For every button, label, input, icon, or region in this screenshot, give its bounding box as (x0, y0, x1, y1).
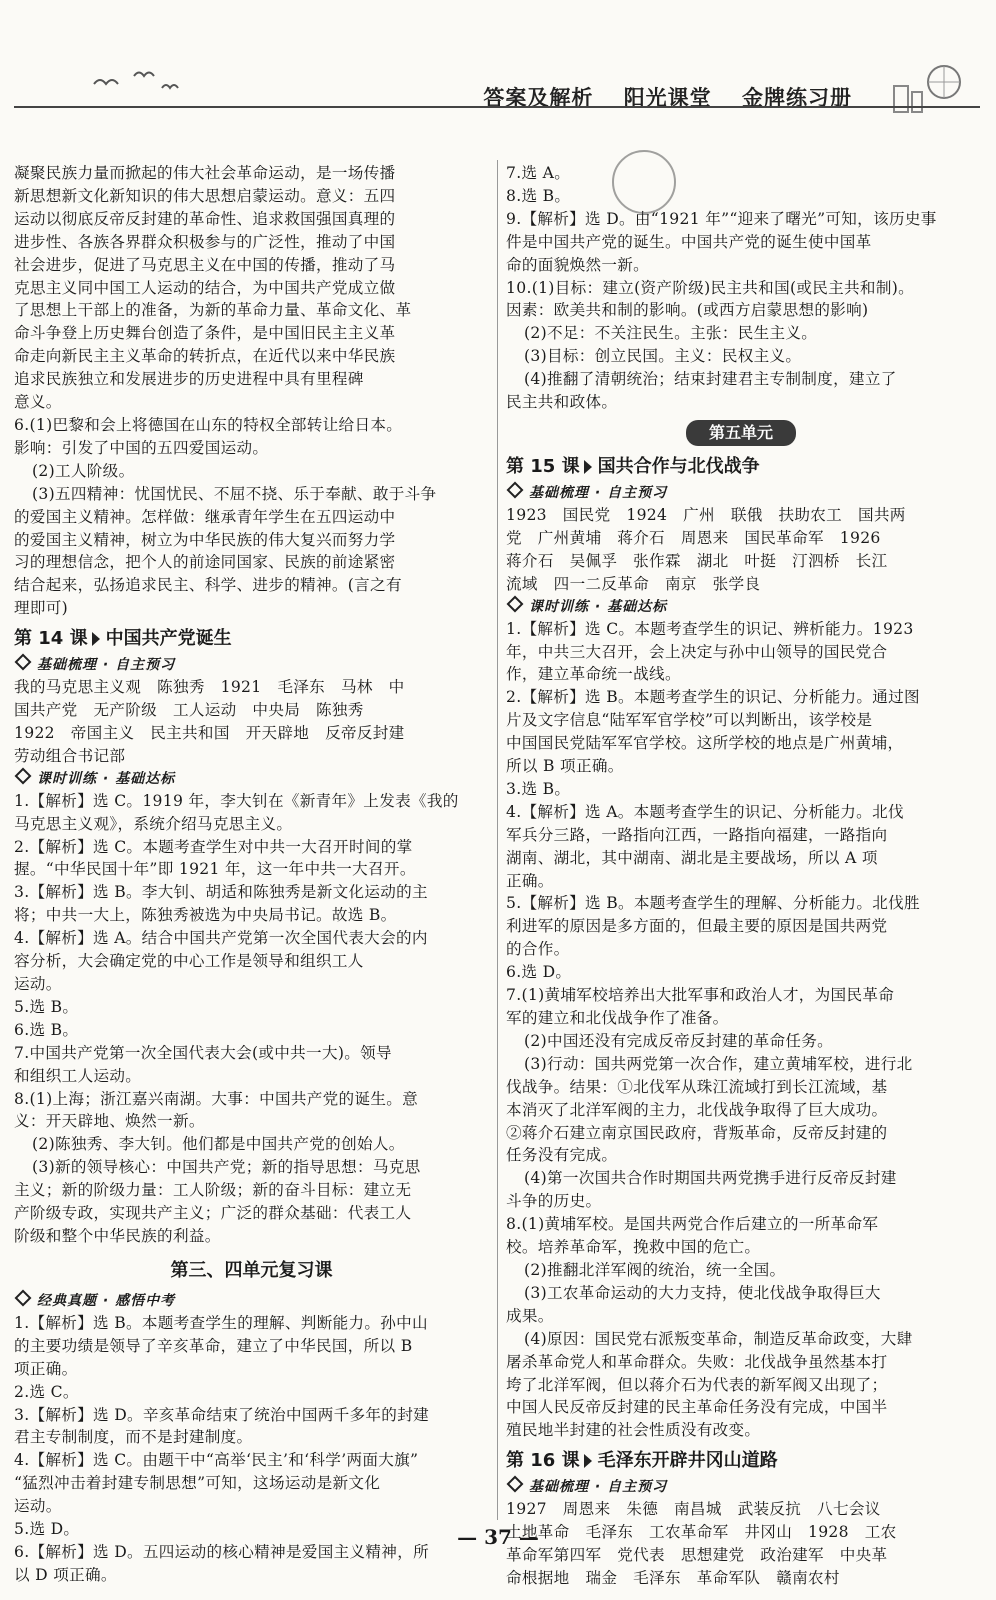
page-header (14, 62, 980, 112)
text-line: 1923 国民党 1924 广州 联俄 扶助农工 国共两 (506, 505, 906, 524)
text-line: 1927 周恩来 朱德 南昌城 武装反抗 八七会议 (506, 1500, 881, 1519)
text-line: (3)新的领导核心：中国共产党；新的指导思想：马克思 (32, 1158, 421, 1177)
diamond-icon (15, 1289, 32, 1306)
text-line: 8.选 B。 (506, 186, 571, 205)
text-line: 社会进步，促进了马克思主义在中国的传播，推动了马 (14, 255, 396, 274)
section-tag-label: 基础梳理 · 自主预习 (37, 657, 176, 674)
text-line: 件是中国共产党的诞生。中国共产党的诞生使中国革 (506, 232, 872, 251)
text-line: 8.(1)黄埔军校。是国共两党合作后建立的一所革命军 (506, 1215, 879, 1234)
text-line: 中国人民反帝反封建的民主革命任务没有完成，中国半 (506, 1398, 888, 1417)
text-line: 成果。 (506, 1306, 554, 1325)
text-line: 作，建立革命统一战线。 (506, 665, 681, 684)
section-tag-basic (506, 482, 976, 504)
text-line: 6.(1)巴黎和会上将德国在山东的特权全部转让给日本。 (14, 415, 403, 434)
text-line: 7.(1)黄埔军校培养出大批军事和政治人才，为国民革命 (506, 986, 895, 1005)
text-line: 产阶级专政，实现共产主义；广泛的群众基础：代表工人 (14, 1204, 412, 1223)
text-line: 党 广州黄埔 蒋介石 周恩来 国民革命军 1926 (506, 528, 881, 547)
section-tag-exam (14, 1290, 489, 1312)
text-line: 国共产党 无产阶级 工人运动 中央局 陈独秀 (14, 701, 364, 720)
text-line: 理即可) (14, 599, 69, 618)
lesson-name: 毛泽东开辟井冈山道路 (597, 1450, 778, 1472)
text-line: 本消灭了北洋军阀的主力，北伐战争取得了巨大成功。 (506, 1100, 888, 1119)
text-line: (3)行动：国共两党第一次合作，建立黄埔军校，进行北 (524, 1054, 913, 1073)
text-line: 的爱国主义精神。怎样做：继承青年学生在五四运动中 (14, 507, 396, 526)
text-line: 中国国民党陆军军官学校。这所学校的地点是广州黄埔， (506, 734, 904, 753)
answer-block-a (506, 162, 976, 414)
text-line: 蒋介石 吴佩孚 张作霖 湖北 叶挺 汀泗桥 长江 (506, 551, 888, 570)
section-tag-label: 基础梳理 · 自主预习 (529, 484, 668, 501)
text-line: (2)推翻北洋军阀的统治，统一全国。 (524, 1260, 786, 1279)
text-line: 命斗争登上历史舞台创造了条件，是中国旧民主主义革 (14, 324, 396, 343)
text-line: 1922 帝国主义 民主共和国 开天辟地 反帝反封建 (14, 723, 405, 742)
text-line: 1.【解析】选 C。1919 年，李大钊在《新青年》上发表《我的 (14, 791, 459, 810)
text-line: “猛烈冲击着封建专制思想”可知，这场运动是新文化 (14, 1474, 381, 1493)
text-line: 6.【解析】选 D。五四运动的核心精神是爱国主义精神，所 (14, 1542, 429, 1561)
text-line: 7.中国共产党第一次全国代表大会(或中共一大)。领导 (14, 1043, 392, 1062)
header-part-answers: 答案及解析 (483, 86, 594, 110)
answer-block-c (506, 618, 976, 1443)
text-line: 阶级和整个中华民族的利益。 (14, 1226, 221, 1245)
text-line: 命根据地 瑞金 毛泽东 革命军队 赣南农村 (506, 1568, 840, 1587)
answer-block-a (14, 162, 489, 620)
text-line: 进步性、各族各界群众积极参与的广泛性，推动了中国 (14, 232, 396, 251)
text-line: 命走向新民主主义革命的转折点，在近代以来中华民族 (14, 347, 396, 366)
text-line: 所以 B 项正确。 (506, 757, 624, 776)
text-line: 军的建立和北伐战争作了准备。 (506, 1009, 729, 1027)
text-line: 6.选 D。 (506, 963, 572, 982)
arrow-icon (92, 632, 100, 646)
text-line: 克思主义同中国工人运动的结合，为中国共产党成立做 (14, 278, 396, 297)
section-tag-label: 经典真题 · 感悟中考 (37, 1292, 176, 1309)
text-line: 习的理想信念，把个人的前途同国家、民族的前途紧密 (14, 553, 396, 572)
text-line: 流域 四一二反革命 南京 张学良 (506, 574, 761, 593)
lesson-number: 第 16 课 (506, 1450, 580, 1472)
text-line: 4.【解析】选 A。本题考查学生的识记、分析能力。北伐 (506, 802, 904, 821)
text-line: 2.【解析】选 B。本题考查学生的识记、分析能力。通过图 (506, 688, 920, 707)
text-line: 义：开天辟地、焕然一新。 (14, 1112, 205, 1131)
text-line: 10.(1)目标：建立(资产阶级)民主共和国(或民主共和制)。 (506, 278, 914, 297)
text-line: 因素：欧美共和制的影响。(或西方启蒙思想的影响) (506, 301, 869, 320)
lesson-16-heading (506, 1446, 976, 1476)
text-line: 的爱国主义精神，树立为中华民族的伟大复兴而努力学 (14, 530, 396, 549)
text-line: (2)中国还没有完成反帝反封建的革命任务。 (524, 1031, 834, 1050)
text-line: (3)工农革命运动的大力支持，使北伐战争取得巨大 (524, 1283, 881, 1302)
header-rule (14, 106, 980, 108)
text-line: 正确。 (506, 871, 554, 890)
birds-decoration-icon (74, 62, 194, 102)
text-line: 君主专制制度，而不是封建制度。 (14, 1428, 253, 1447)
text-line: 新思想新文化新知识的伟大思想启蒙运动。意义：五四 (14, 186, 396, 205)
arrow-icon (584, 460, 592, 474)
text-line: 1.【解析】选 B。本题考查学生的理解、判断能力。孙中山 (14, 1313, 428, 1332)
text-line: 容分析，大会确定党的中心工作是领导和组织工人 (14, 952, 364, 971)
text-line: 土地革命 毛泽东 工农革命军 井冈山 1928 工农 (506, 1523, 897, 1542)
diamond-icon (507, 595, 524, 612)
text-line: 5.选 B。 (14, 997, 79, 1016)
text-line: 伐战争。结果：①北伐军从珠江流域打到长江流域，基 (506, 1077, 888, 1096)
text-line: 屠杀革命党人和革命群众。失败：北伐战争虽然基本打 (506, 1352, 888, 1371)
text-line: 将；中共一大上，陈独秀被选为中央局书记。故选 B。 (14, 906, 397, 925)
text-line: (3)五四精神：忧国忧民、不屈不挠、乐于奉献、敢于斗争 (32, 484, 437, 503)
text-line: 7.选 A。 (506, 164, 571, 182)
section-tag-train (506, 596, 976, 618)
text-line: 影响：引发了中国的五四爱国运动。 (14, 438, 269, 457)
text-line: 追求民族独立和发展进步的历史进程中具有里程碑 (14, 370, 364, 389)
text-line: 6.选 B。 (14, 1020, 79, 1039)
text-line: 革命军第四军 党代表 思想建党 政治建军 中央革 (506, 1546, 888, 1565)
lesson-15-heading (506, 452, 976, 482)
text-line: 4.【解析】选 A。结合中国共产党第一次全国代表大会的内 (14, 929, 428, 948)
text-line: 湖南、湖北，其中湖南、湖北是主要战场，所以 A 项 (506, 848, 878, 867)
diamond-icon (507, 1476, 524, 1493)
text-line: (3)目标：创立民国。主义：民权主义。 (524, 347, 802, 366)
answer-block-b (14, 676, 489, 768)
text-line: 1.【解析】选 C。本题考查学生的识记、辨析能力。1923 (506, 619, 914, 638)
arrow-icon (584, 1454, 592, 1468)
text-line: 以 D 项正确。 (14, 1565, 117, 1584)
left-column (14, 162, 489, 1587)
text-line: 主义；新的阶级力量：工人阶级；新的奋斗目标：建立无 (14, 1181, 412, 1200)
text-line: 运动。 (14, 975, 62, 993)
text-line: 殖民地半封建的社会性质没有改变。 (506, 1421, 761, 1440)
text-line: 斗争的历史。 (506, 1192, 602, 1211)
text-line: 8.(1)上海；浙江嘉兴南湖。大事：中国共产党的诞生。意 (14, 1089, 419, 1108)
section-tag-label: 课时训练 · 基础达标 (529, 598, 668, 615)
section-tag-label: 基础梳理 · 自主预习 (529, 1479, 668, 1496)
text-line: 握。“中华民国十年”即 1921 年，这一年中共一大召开。 (14, 860, 416, 879)
answer-block-c (14, 790, 489, 1248)
text-line: 军兵分三路，一路指向江西，一路指向福建，一路指向 (506, 825, 888, 844)
text-line: 5.【解析】选 B。本题考查学生的理解、分析能力。北伐胜 (506, 894, 920, 913)
diamond-icon (15, 767, 32, 784)
text-line: (2)不足：不关注民生。主张：民生主义。 (524, 324, 818, 343)
header-part-workbook: 金牌练习册 (742, 86, 852, 110)
text-line: 利进军的原因是多方面的，但最主要的原因是国共两党 (506, 917, 888, 936)
text-line: (4)第一次国共合作时期国共两党携手进行反帝反封建 (524, 1169, 897, 1188)
text-line: 凝聚民族力量而掀起的伟大社会革命运动，是一场传播 (14, 164, 396, 182)
section-tag-train (14, 768, 489, 790)
header-part-sunshine: 阳光课堂 (623, 86, 712, 110)
text-line: 校。培养革命军，挽救中国的危亡。 (506, 1238, 761, 1257)
text-line: 马克思主义观》，系统介绍马克思主义。 (14, 814, 293, 833)
text-line: 2.【解析】选 C。本题考查学生对中共一大召开时间的掌 (14, 837, 413, 856)
text-line: 和组织工人运动。 (14, 1066, 142, 1085)
text-line: 的合作。 (506, 940, 570, 959)
text-line: (2)陈独秀、李大钊。他们都是中国共产党的创始人。 (32, 1135, 405, 1154)
section-tag-basic (506, 1476, 976, 1498)
lesson-number: 第 14 课 (14, 628, 88, 650)
lesson-number: 第 15 课 (506, 455, 580, 477)
right-column (506, 162, 976, 1590)
text-line: 9.【解析】选 D。由“1921 年”“迎来了曙光”可知，该历史事 (506, 209, 937, 228)
text-line: 2.选 C。 (14, 1382, 79, 1401)
stamp-watermark (612, 150, 676, 214)
text-line: 任务没有完成。 (506, 1146, 618, 1165)
globe-decoration-icon (874, 62, 974, 122)
text-line: (2)工人阶级。 (32, 461, 135, 480)
text-line: (4)原因：国民党右派叛变革命，制造反革命政变，大肆 (524, 1329, 913, 1348)
unit-banner: 第五单元 (686, 420, 796, 446)
section-tag-label: 课时训练 · 基础达标 (37, 770, 176, 787)
text-line: 3.【解析】选 B。李大钊、胡适和陈独秀是新文化运动的主 (14, 883, 428, 902)
text-line: 劳动组合书记部 (14, 746, 126, 765)
text-line: 我的马克思主义观 陈独秀 1921 毛泽东 马林 中 (14, 678, 405, 697)
text-line: 结合起来，弘扬追求民主、科学、进步的精神。(言之有 (14, 576, 402, 595)
text-line: 的主要功绩是领导了辛亥革命，建立了中华民国，所以 B (14, 1336, 413, 1355)
text-line: 运动。 (14, 1497, 62, 1516)
diamond-icon (507, 481, 524, 498)
text-line: 3.选 B。 (506, 779, 571, 798)
text-line: 民主共和政体。 (506, 393, 618, 412)
text-line: 运动以彻底反帝反封建的革命性、追求救国强国真理的 (14, 209, 396, 228)
column-divider (497, 160, 498, 1520)
text-line: 意义。 (14, 393, 62, 412)
section-tag-basic (14, 654, 489, 676)
text-line: 垮了北洋军阀，但以蒋介石为代表的新军阀又出现了； (506, 1375, 888, 1394)
lesson-name: 中国共产党诞生 (105, 628, 232, 650)
text-line: 了思想上干部上的准备，为新的革命力量、革命文化、革 (14, 301, 412, 320)
page-number: — 37 — (457, 1525, 539, 1549)
text-line: ②蒋介石建立南京国民政府，背叛革命，反帝反封建的 (506, 1123, 888, 1142)
lesson-14-heading (14, 624, 489, 654)
text-line: 年，中共三大召开，会上决定与孙中山领导的国民党合 (506, 642, 888, 661)
text-line: 项正确。 (14, 1359, 78, 1378)
text-line: 命的面貌焕然一新。 (506, 255, 650, 274)
review-lesson-title: 第三、四单元复习课 (170, 1259, 333, 1281)
text-line: 4.【解析】选 C。由题干中“高举‘民主’和‘科学’两面大旗” (14, 1451, 419, 1470)
answer-block-b (506, 504, 976, 596)
text-line: 3.【解析】选 D。辛亥革命结束了统治中国两千多年的封建 (14, 1405, 429, 1424)
text-line: 片及文字信息“陆军军官学校”可以判断出，该学校是 (506, 711, 873, 730)
text-line: (4)推翻了清朝统治；结束封建君主专制制度，建立了 (524, 370, 897, 389)
diamond-icon (15, 654, 32, 671)
lesson-name: 国共合作与北伐战争 (597, 455, 760, 477)
text-line: 5.选 D。 (14, 1520, 80, 1539)
